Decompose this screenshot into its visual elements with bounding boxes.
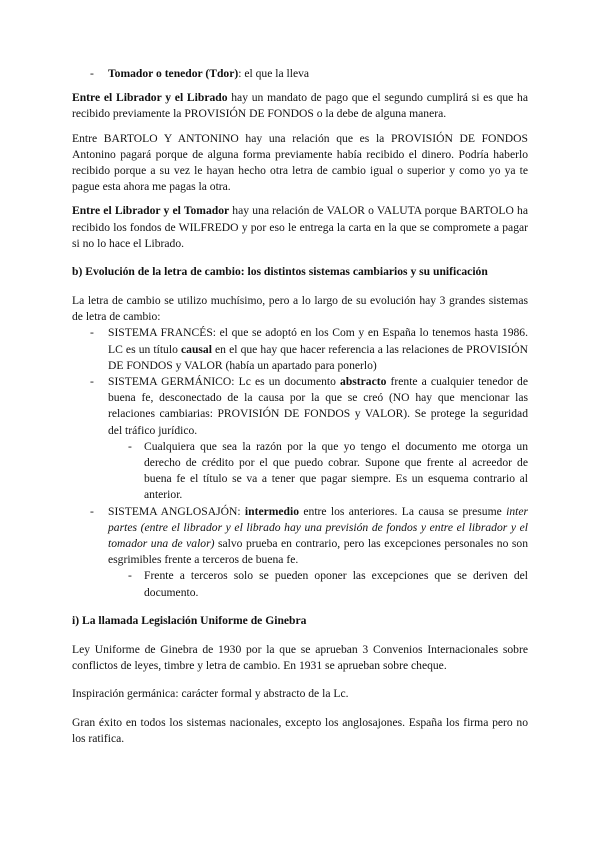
document-page [72,66,528,747]
paragraph-text: hay una relación de VALOR o VALUTA porque BARTOLO ha recibido los fondos de WILFREDO y por eso le entrega la carta en la que se compromete a pagar si no lo hace el Librado. [72,204,528,250]
bold-lead: Entre el Librador y el Librado [72,91,228,105]
term-tomador: Tomador o tenedor (Tdor) [108,67,239,80]
bullet-text: SISTEMA FRANCÉS: el que se adoptó en los Com y en España lo tenemos hasta 1986. LC es un título [108,326,528,356]
bullet-tomador [72,66,528,82]
heading-section-i: i) La llamada Legislación Uniforme de Ginebra [72,613,307,627]
bullet-sistema-frances [72,325,528,374]
bold-term: intermedio [244,504,300,518]
bullet-marker: - [90,326,94,340]
paragraph-gran-exito: Gran éxito en todos los sistemas nacionales, excepto los anglosajones. España los firma pero no los ratifica. [72,715,528,745]
bullet-marker: - [90,67,94,80]
paragraph-text: hay un mandato de pago que el segundo cumplirá si es que ha recibido previamente la PROVISIÓN DE FONDOS o la debe de alguna manera. [72,91,528,121]
heading-section-b: b) Evolución de la letra de cambio: los distintos sistemas cambiarios y su unificación [72,265,488,279]
bullet-sistema-anglosajon [72,504,528,569]
paragraph-ley-uniforme: Ley Uniforme de Ginebra de 1930 por la que se aprueban 3 Convenios Internacionales sobre conflictos de leyes, timbre y letra de cambio. En 1931 se aprueban sobre cheque. [72,642,528,673]
subbullet-text: Cualquiera que sea la razón por la que yo tengo el documento me otorga un derecho de crédito por el que puedo cobrar. Supone que frente al acreedor de buena fe el título se va a tener que pagar siempre. Es un esquema contrario al anterior. [144,439,528,502]
bullet-marker: - [128,439,132,453]
bullet-text: SISTEMA ANGLOSAJÓN: [108,504,245,518]
bullet-sistema-germanico [72,374,528,439]
bullet-text: entre los anteriores. La causa se presume [299,504,507,518]
subbullet-text: Frente a terceros solo se pueden oponer las excepciones que se deriven del documento. [144,569,528,599]
bullet-text: salvo prueba en contrario, pero las excepciones personales no son esgrimibles frente a terceros de buena fe. [108,537,529,567]
bullet-marker: - [90,504,94,518]
subbullet-anglosajon [72,568,528,600]
paragraph-section-b-intro: La letra de cambio se utilizo muchísimo, pero a lo largo de su evolución hay 3 grandes sistemas de letra de cambio: [72,294,528,324]
bold-term: abstracto [340,375,387,389]
italic-text: inter partes (entre el librador y el librado hay una previsión de fondos y entre el librador y el tomador una de valor) [108,504,528,551]
bold-lead: Entre el Librador y el Tomador [72,204,230,218]
paragraph-bartolo-antonino: Entre BARTOLO Y ANTONINO hay una relación que es la PROVISIÓN DE FONDOS Antonino pagará porque de alguna forma previamente había recibido el dinero. Podría haberlo recibido porque a su vez le hayan hecho otra letra de cambio igual o superior y como yo ya te pague esta ahora me pagas la otra. [72,131,528,194]
paragraph-librador-librado [72,90,528,122]
paragraph-librador-tomador [72,203,528,252]
bold-term: causal [181,342,212,356]
bullet-text: en el que hay que hacer referencia a las relaciones de PROVISIÓN DE FONDOS y VALOR (había un apartado para ponerlo) [108,342,528,372]
paragraph-inspiracion: Inspiración germánica: carácter formal y abstracto de la Lc. [72,687,349,701]
bullet-text: frente a cualquier tenedor de buena fe, desconectado de la causa por la que se creó (NO hay que mencionar las relaciones cambiarias: PROVISIÓN DE FONDOS y VALOR). Se protege la seguridad del tráfico jurídico. [108,375,528,437]
bullet-text: SISTEMA GERMÁNICO: Lc es un documento [108,375,341,389]
subbullet-germanico [72,439,528,504]
bullet-marker: - [90,375,94,389]
term-tomador-definition: : el que la lleva [238,67,310,80]
bullet-marker: - [128,569,132,583]
